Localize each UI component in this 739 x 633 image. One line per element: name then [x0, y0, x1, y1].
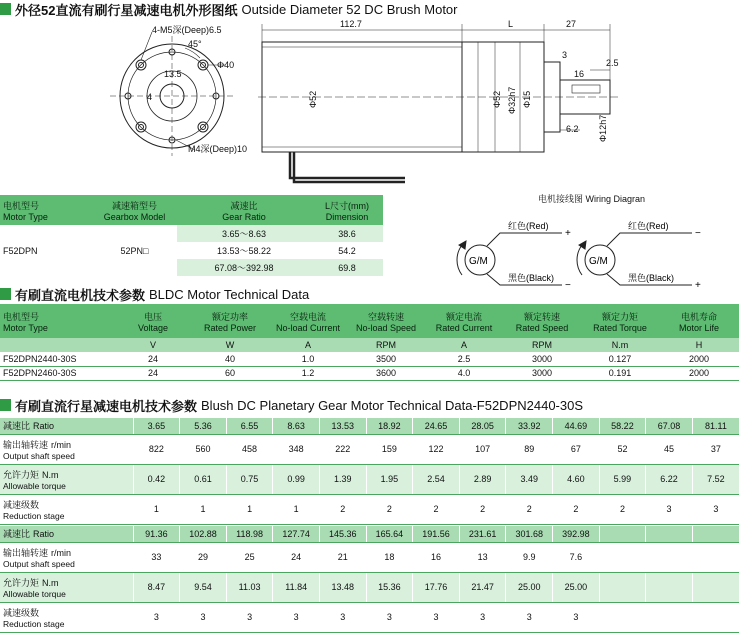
t3-cell: 28.05 [459, 418, 506, 434]
t3-cell: 3.49 [506, 464, 553, 494]
t3-cell: 560 [180, 434, 227, 464]
t3-cell: 24 [273, 542, 320, 572]
right-red-wire [607, 233, 692, 246]
dim-shaft-length: 27 [566, 19, 577, 29]
t3-cell: 102.88 [180, 526, 227, 542]
t3-cell: 44.69 [553, 418, 600, 434]
front-pcd-label: Φ40 [217, 60, 235, 70]
t3-cell: 21 [319, 542, 366, 572]
table-row [0, 602, 739, 632]
t3-cell: 11.03 [226, 572, 273, 602]
t2-cell: 40 [191, 352, 269, 366]
t3-cell: 107 [459, 434, 506, 464]
t3-row-label: 减速级数 Reduction stage [0, 494, 133, 524]
t3-cell: 231.61 [459, 526, 506, 542]
t3-cell: 0.61 [180, 464, 227, 494]
t3-row-label: 允许力矩 N.m Allowable torque [0, 572, 133, 602]
t3-cell: 13 [459, 542, 506, 572]
section-marker [0, 399, 11, 411]
t3-cell: 67.08 [646, 418, 693, 434]
t3-cell [692, 572, 739, 602]
t3-cell: 18.92 [366, 418, 413, 434]
t2-unit-cell: RPM [532, 340, 552, 350]
t1-header-model: 电机型号 Motor Type [3, 200, 48, 222]
t3-cell: 0.42 [133, 464, 180, 494]
t3-cell [646, 572, 693, 602]
t3-cell: 25.00 [506, 572, 553, 602]
t2-cell: 2000 [659, 352, 739, 366]
t3-cell: 24.65 [413, 418, 460, 434]
t3-cell: 127.74 [273, 526, 320, 542]
table-row [0, 526, 739, 542]
t3-cell [646, 602, 693, 632]
dim-l: L [508, 19, 514, 29]
section-title-cn: 有刷直流电机技术参数 [15, 287, 146, 303]
t2-cell: 2.5 [425, 352, 503, 366]
t2-header-cell: 额定功率 Rated Power [203, 311, 257, 333]
t3-cell: 2.89 [459, 464, 506, 494]
front-view [110, 32, 234, 156]
t2-header-cell: 空载电流 No-load Current [275, 311, 341, 333]
t2-header-cell: 电机型号 Motor Type [3, 311, 48, 333]
t3-cell: 37 [692, 434, 739, 464]
t3-cell: 67 [553, 434, 600, 464]
gearbox-dimension-table [0, 195, 383, 276]
right-black-label: 黑色(Black) [628, 273, 675, 283]
t2-unit-cell: W [225, 340, 235, 350]
t3-cell: 0.75 [226, 464, 273, 494]
t3-cell: 29 [180, 542, 227, 572]
t2-cell: 1.2 [269, 366, 347, 380]
front-side-dim: 4 [147, 92, 153, 102]
t2-header-cell: 额定电流 Rated Current [435, 311, 493, 333]
t2-cell: 0.127 [581, 352, 659, 366]
t3-cell: 81.11 [692, 418, 739, 434]
table-row [0, 464, 739, 494]
t3-cell: 1 [226, 494, 273, 524]
t3-cell: 2 [599, 494, 646, 524]
t3-cell: 3 [180, 602, 227, 632]
t3-cell: 3 [692, 494, 739, 524]
t3-cell: 13.53 [319, 418, 366, 434]
t3-cell: 5.36 [180, 418, 227, 434]
t3-cell [692, 602, 739, 632]
t3-cell: 0.99 [273, 464, 320, 494]
motor-technical-drawing [0, 0, 739, 195]
front-angle-label: 45° [188, 39, 202, 49]
section-title-en: Outside Diameter 52 DC Brush Motor [241, 1, 458, 17]
t2-unit-cell: A [460, 340, 467, 350]
t2-cell: 3000 [503, 366, 581, 380]
right-red-label: 红色(Red) [628, 221, 669, 231]
t1-dim: 69.8 [311, 259, 383, 276]
t3-row-label: 减速级数 Reduction stage [0, 602, 133, 632]
ccw-arrow [457, 245, 462, 275]
t3-cell: 16 [413, 542, 460, 572]
t3-cell: 3.65 [133, 418, 180, 434]
t3-cell: 7.6 [553, 542, 600, 572]
t2-unit-cell: RPM [376, 340, 396, 350]
t3-cell: 1 [180, 494, 227, 524]
t2-cell: 4.0 [425, 366, 503, 380]
gear-ratio-table-1 [0, 418, 739, 525]
t2-cell: 3000 [503, 352, 581, 366]
t1-header-dim: L尺寸(mm) Dimension [325, 200, 369, 222]
t2-unit-cell: H [695, 340, 703, 350]
t3-cell: 392.98 [553, 526, 600, 542]
t3-cell: 1.95 [366, 464, 413, 494]
t3-cell: 21.47 [459, 572, 506, 602]
t2-header-cell: 额定转速 Rated Speed [515, 311, 569, 333]
section-title-cn: 外径52直流有刷行星减速电机外形图纸 [15, 2, 238, 18]
section-title-en: BLDC Motor Technical Data [149, 286, 310, 302]
section-title-motor [0, 285, 309, 303]
t2-unit-row [0, 338, 739, 352]
t3-cell: 1 [133, 494, 180, 524]
t3-cell [599, 602, 646, 632]
front-bottom-label: M4深(Deep)10 [188, 144, 248, 154]
table-row [0, 572, 739, 602]
t3-cell [646, 526, 693, 542]
t3-cell: 3 [273, 602, 320, 632]
right-black-sign: + [695, 280, 701, 290]
t2-unit-cell: N.m [611, 340, 629, 350]
table-row [0, 352, 739, 366]
t3-cell: 58.22 [599, 418, 646, 434]
t1-ratio: 67.08～392.98 [177, 259, 311, 276]
t2-unit-cell [0, 338, 115, 352]
left-red-sign: + [565, 228, 571, 239]
t2-header-cell: 电压 Voltage [137, 311, 169, 333]
dim-3: 3 [562, 50, 568, 60]
t3-cell: 25.00 [553, 572, 600, 602]
t1-ratio: 13.53～58.22 [216, 246, 272, 256]
t3-cell: 3 [413, 602, 460, 632]
t3-cell: 89 [506, 434, 553, 464]
left-black-sign: − [565, 280, 571, 290]
dim-16: 16 [574, 69, 585, 79]
t3-cell: 3 [366, 602, 413, 632]
t3-cell: 348 [273, 434, 320, 464]
t3-row-label: 输出轴转速 r/min Output shaft speed [0, 434, 133, 464]
t3-cell: 2 [413, 494, 460, 524]
table-row [0, 418, 739, 434]
t2-cell: 3500 [347, 352, 425, 366]
t2-cell: 24 [115, 352, 191, 366]
t3-cell: 2 [506, 494, 553, 524]
motor-label-right: G/M [589, 256, 608, 267]
t3-cell: 159 [366, 434, 413, 464]
t2-cell: F52DPN2460-30S [0, 366, 115, 380]
t2-cell: 24 [115, 366, 191, 380]
t3-cell: 11.84 [273, 572, 320, 602]
t3-cell: 3 [226, 602, 273, 632]
t3-cell: 45 [646, 434, 693, 464]
table-row [0, 494, 739, 524]
t3-cell: 8.47 [133, 572, 180, 602]
wiring-diagram [440, 205, 739, 290]
t3-cell: 301.68 [506, 526, 553, 542]
t3-cell: 8.63 [273, 418, 320, 434]
t3-cell: 2 [459, 494, 506, 524]
cw-arrow [577, 245, 582, 275]
t2-cell: 0.191 [581, 366, 659, 380]
t2-header-row [0, 304, 739, 338]
motor-data-table [0, 304, 739, 381]
t3-cell: 13.48 [319, 572, 366, 602]
t3-cell: 9.54 [180, 572, 227, 602]
lead-wire-1 [290, 152, 405, 178]
t3-cell: 118.98 [226, 526, 273, 542]
t3-cell: 2.54 [413, 464, 460, 494]
t3-cell: 6.55 [226, 418, 273, 434]
dim-total-length: 112.7 [340, 19, 362, 29]
dim-6-2: 6.2 [566, 124, 579, 134]
t3-row-label: 减速比 Ratio [0, 526, 133, 542]
t3-cell: 3 [319, 602, 366, 632]
t1-dim: 38.6 [311, 225, 383, 242]
t2-cell: 60 [191, 366, 269, 380]
t3-row-label: 输出轴转速 r/min Output shaft speed [0, 542, 133, 572]
t2-unit-cell: V [149, 340, 156, 350]
t3-cell: 6.22 [646, 464, 693, 494]
t1-ratio: 3.65～8.63 [177, 225, 311, 242]
dim-2-5: 2.5 [606, 58, 619, 68]
t3-cell: 5.99 [599, 464, 646, 494]
wiring-title: 电机接线图 Wiring Diagran [538, 194, 646, 204]
t3-cell: 2 [366, 494, 413, 524]
t2-unit-cell: A [304, 340, 311, 350]
t3-row-label: 减速比 Ratio [0, 418, 133, 434]
motor-label-left: G/M [469, 256, 488, 267]
t3-cell: 91.36 [133, 526, 180, 542]
t3-cell: 52 [599, 434, 646, 464]
section-title-en: Blush DC Planetary Gear Motor Technical Data-F52DPN2440-30S [201, 397, 584, 413]
section-title-gearmotor [0, 396, 583, 414]
t3-cell: 18 [366, 542, 413, 572]
t1-header-gearbox: 减速箱型号 Gearbox Model [103, 200, 166, 222]
right-red-sign: − [695, 228, 701, 239]
gear-ratio-table-2 [0, 526, 739, 633]
t2-header-cell: 空载转速 No-load Speed [355, 311, 417, 333]
t3-cell [692, 526, 739, 542]
dim-15: Φ15 [522, 90, 532, 108]
t1-header-ratio: 减速比 Gear Ratio [222, 200, 266, 222]
table-row [0, 366, 739, 380]
t3-cell: 3 [553, 602, 600, 632]
t3-cell: 7.52 [692, 464, 739, 494]
table-row [0, 542, 739, 572]
shaft-keyway [572, 85, 600, 93]
section-marker [0, 288, 11, 300]
t3-cell: 3 [506, 602, 553, 632]
t3-cell: 458 [226, 434, 273, 464]
t3-cell: 15.36 [366, 572, 413, 602]
left-red-label: 红色(Red) [508, 221, 549, 231]
t3-cell [599, 526, 646, 542]
t3-cell: 2 [319, 494, 366, 524]
t3-cell: 33.92 [506, 418, 553, 434]
dim-body-dia: Φ52 [308, 90, 318, 108]
left-black-label: 黑色(Black) [508, 273, 555, 283]
t2-header-cell: 电机寿命 Motor Life [678, 311, 720, 333]
t3-cell: 3 [459, 602, 506, 632]
t3-cell: 33 [133, 542, 180, 572]
t3-row-label: 允许力矩 N.m Allowable torque [0, 464, 133, 494]
t3-cell: 191.56 [413, 526, 460, 542]
t3-cell: 222 [319, 434, 366, 464]
t1-dim: 54.2 [338, 245, 356, 256]
t3-cell [599, 542, 646, 572]
t3-cell [646, 542, 693, 572]
t3-cell: 2 [553, 494, 600, 524]
t3-cell: 1 [273, 494, 320, 524]
t1-gearbox: 52PN□ [120, 245, 149, 256]
t2-cell: 1.0 [269, 352, 347, 366]
t3-cell: 1.39 [319, 464, 366, 494]
t2-cell: F52DPN2440-30S [0, 352, 115, 366]
t2-header-cell: 额定力矩 Rated Torque [593, 311, 647, 333]
front-holes-label: 4-M5深(Deep)6.5 [152, 25, 222, 35]
t3-cell: 4.60 [553, 464, 600, 494]
t2-cell: 2000 [659, 366, 739, 380]
t3-cell: 145.36 [319, 526, 366, 542]
front-center-dim: 13.5 [164, 69, 182, 79]
left-red-wire [487, 233, 562, 246]
dim-gear-dia: Φ52 [492, 90, 502, 108]
t3-cell: 25 [226, 542, 273, 572]
dim-12h7: Φ12h7 [598, 114, 608, 142]
t2-cell: 3600 [347, 366, 425, 380]
t3-cell: 9.9 [506, 542, 553, 572]
table-row [0, 434, 739, 464]
t3-cell: 3 [646, 494, 693, 524]
t3-cell: 17.76 [413, 572, 460, 602]
t3-cell [599, 572, 646, 602]
t3-cell: 165.64 [366, 526, 413, 542]
t3-cell [692, 542, 739, 572]
t3-cell: 3 [133, 602, 180, 632]
section-title-cn: 有刷直流行星减速电机技术参数 [15, 398, 198, 414]
t3-cell: 822 [133, 434, 180, 464]
t3-cell: 122 [413, 434, 460, 464]
t1-model: F52DPN [3, 245, 38, 256]
dim-32h7: Φ32h7 [507, 86, 517, 114]
